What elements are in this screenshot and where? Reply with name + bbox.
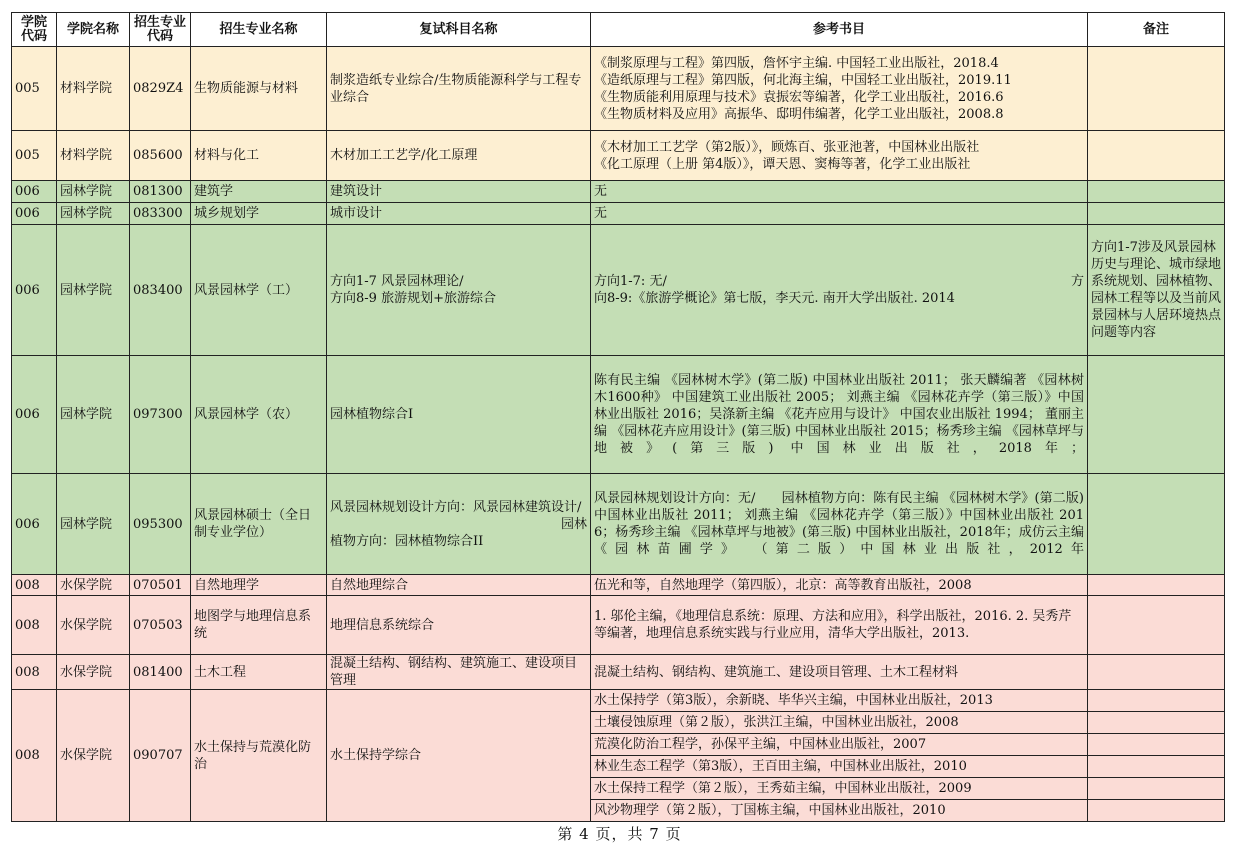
book-line: 《制浆原理与工程》第四版，詹怀宇主编. 中国轻工业出版社，2018.4	[594, 55, 999, 71]
reference-book: 林业生态工程学（第3版），王百田主编，中国林业出版社，2010	[591, 756, 1088, 778]
major-name: 城乡规划学	[191, 203, 327, 225]
major-code: 097300	[130, 356, 191, 474]
exam-subject: 城市设计	[327, 203, 591, 225]
notes	[1088, 800, 1225, 822]
notes	[1088, 756, 1225, 778]
college-name: 园林学院	[57, 203, 130, 225]
reference-books	[591, 131, 1088, 181]
header-reference-books: 参考书目	[591, 13, 1088, 47]
college-code: 005	[12, 47, 57, 131]
table-row	[12, 356, 1225, 474]
exam-line: 风景园林规划设计方向：风景园林建筑设计/	[330, 499, 582, 515]
college-code: 008	[12, 655, 57, 690]
major-name: 风景园林学（农）	[191, 356, 327, 474]
major-code: 081300	[130, 181, 191, 203]
notes	[1088, 181, 1225, 203]
major-name: 生物质能源与材料	[191, 47, 327, 131]
table-row	[12, 131, 1225, 181]
exam-subject: 自然地理综合	[327, 575, 591, 596]
reference-book: 水土保持学（第3版），余新晓、毕华兴主编，中国林业出版社，2013	[591, 690, 1088, 712]
exam-subject: 混凝土结构、钢结构、建筑施工、建设项目管理	[327, 655, 591, 690]
reference-books: 1. 邬伦主编，《地理信息系统：原理、方法和应用》，科学出版社，2016. 2. 吴秀芹等编著，地理信息系统实践与行业应用，清华大学出版社，2013.	[591, 596, 1088, 655]
college-name: 园林学院	[57, 474, 130, 575]
reference-books: 混凝土结构、钢结构、建筑施工、建设项目管理、土木工程材料	[591, 655, 1088, 690]
book-line: 《化工原理（上册 第4版）》，谭天恩、窦梅等著，化学工业出版社	[594, 156, 971, 172]
reference-books: 风景园林规划设计方向：无/ 园林植物方向：陈有民主编 《园林树木学》(第二版) 中国林业出版社 2011； 刘燕主编 《园林花卉学（第三版）》中国林业出版社 2016；杨秀珍主编 《园林草坪与地被》(第三版) 中国林业出版社，2018年；成仿云主编 《园林苗圃学》 （第二版）中国林业出版社，2012年	[591, 474, 1088, 575]
exam-line: 植物方向：园林植物综合II	[330, 533, 484, 549]
notes	[1088, 596, 1225, 655]
book-line-wrap: 方	[1070, 274, 1084, 289]
notes	[1088, 778, 1225, 800]
reference-books: 无	[591, 181, 1088, 203]
college-name: 水保学院	[57, 690, 130, 822]
exam-line-wrap: 园林	[560, 516, 587, 532]
table-row	[12, 181, 1225, 203]
table-row	[12, 474, 1225, 575]
book-line: 向8-9:《旅游学概论》第七版，李天元. 南开大学出版社. 2014	[594, 291, 955, 306]
major-name: 风景园林硕士（全日制专业学位）	[191, 474, 327, 575]
college-code: 006	[12, 474, 57, 575]
college-code: 006	[12, 203, 57, 225]
reference-books	[591, 225, 1088, 356]
major-name: 风景园林学（工）	[191, 225, 327, 356]
college-code: 008	[12, 690, 57, 822]
notes	[1088, 203, 1225, 225]
reference-books: 陈有民主编 《园林树木学》(第二版) 中国林业出版社 2011； 张天麟编著 《园林树木1600种》 中国建筑工业出版社 2005； 刘燕主编 《园林花卉学（第三版）》中国林业出版社 2016；吴涤新主编 《花卉应用与设计》 中国农业出版社 1994； 董丽主编 《园林花卉应用设计》(第三版) 中国林业出版社 2015；杨秀珍主编 《园林草坪与地被》(第三版) 中国林业出版社，2018年；	[591, 356, 1088, 474]
book-line: 《造纸原理与工程》第四版，何北海主编，中国轻工业出版社，2019.11	[594, 72, 1012, 88]
notes	[1088, 690, 1225, 712]
notes	[1088, 474, 1225, 575]
header-college-name: 学院名称	[57, 13, 130, 47]
notes	[1088, 575, 1225, 596]
reference-book: 水土保持工程学（第２版），王秀茹主编，中国林业出版社，2009	[591, 778, 1088, 800]
major-code: 095300	[130, 474, 191, 575]
book-line: 《生物质材料及应用》高振华、邸明伟编著，化学工业出版社，2008.8	[594, 106, 1004, 122]
major-code: 081400	[130, 655, 191, 690]
college-code: 005	[12, 131, 57, 181]
admissions-table	[11, 12, 1225, 822]
major-name: 自然地理学	[191, 575, 327, 596]
notes	[1088, 734, 1225, 756]
major-code: 083400	[130, 225, 191, 356]
college-code: 006	[12, 181, 57, 203]
major-code: 085600	[130, 131, 191, 181]
major-name: 水土保持与荒漠化防治	[191, 690, 327, 822]
exam-subject: 水土保持学综合	[327, 690, 591, 822]
book-line: 《木材加工工艺学（第2版）》，顾炼百、张亚池著，中国林业出版社	[594, 139, 980, 155]
major-name: 建筑学	[191, 181, 327, 203]
college-code: 006	[12, 225, 57, 356]
college-code: 008	[12, 596, 57, 655]
major-code: 070501	[130, 575, 191, 596]
notes	[1088, 47, 1225, 131]
major-name: 材料与化工	[191, 131, 327, 181]
reference-books: 无	[591, 203, 1088, 225]
college-name: 材料学院	[57, 131, 130, 181]
book-line: 《生物质能利用原理与技术》袁振宏等编著，化学工业出版社，2016.6	[594, 89, 1004, 105]
table-row	[12, 690, 1225, 712]
header-notes: 备注	[1088, 13, 1225, 47]
book-line: 方向1-7: 无/	[594, 274, 667, 289]
header-college-code: 学院代码	[12, 13, 57, 47]
major-name: 土木工程	[191, 655, 327, 690]
exam-subject: 制浆造纸专业综合/生物质能源科学与工程专业综合	[327, 47, 591, 131]
college-name: 园林学院	[57, 225, 130, 356]
header-major-name: 招生专业名称	[191, 13, 327, 47]
college-code: 008	[12, 575, 57, 596]
table-row	[12, 596, 1225, 655]
college-name: 园林学院	[57, 181, 130, 203]
reference-book: 荒漠化防治工程学，孙保平主编，中国林业出版社，2007	[591, 734, 1088, 756]
college-name: 园林学院	[57, 356, 130, 474]
table-row	[12, 47, 1225, 131]
college-code: 006	[12, 356, 57, 474]
page-footer: 第 4 页，共 7 页	[557, 825, 682, 843]
major-code: 090707	[130, 690, 191, 822]
table-row	[12, 575, 1225, 596]
reference-book: 土壤侵蚀原理（第２版），张洪江主编，中国林业出版社，2008	[591, 712, 1088, 734]
exam-subject	[327, 474, 591, 575]
notes	[1088, 655, 1225, 690]
reference-book: 风沙物理学（第２版），丁国栋主编，中国林业出版社，2010	[591, 800, 1088, 822]
reference-books: 伍光和等，自然地理学（第四版），北京：高等教育出版社，2008	[591, 575, 1088, 596]
major-code: 0829Z4	[130, 47, 191, 131]
notes: 方向1-7涉及风景园林历史与理论、城市绿地系统规划、园林植物、园林工程等以及当前风景园林与人居环境热点问题等内容	[1088, 225, 1225, 356]
exam-subject: 木材加工工艺学/化工原理	[327, 131, 591, 181]
table-row	[12, 203, 1225, 225]
header-row	[12, 13, 1225, 47]
notes	[1088, 131, 1225, 181]
table-row	[12, 225, 1225, 356]
major-code: 083300	[130, 203, 191, 225]
exam-subject: 园林植物综合I	[327, 356, 591, 474]
exam-subject: 建筑设计	[327, 181, 591, 203]
notes	[1088, 712, 1225, 734]
exam-subject: 地理信息系统综合	[327, 596, 591, 655]
major-name: 地图学与地理信息系统	[191, 596, 327, 655]
college-name: 材料学院	[57, 47, 130, 131]
college-name: 水保学院	[57, 575, 130, 596]
table-row	[12, 655, 1225, 690]
header-exam-subject: 复试科目名称	[327, 13, 591, 47]
college-name: 水保学院	[57, 655, 130, 690]
notes	[1088, 356, 1225, 474]
reference-books	[591, 47, 1088, 131]
header-major-code: 招生专业代码	[130, 13, 191, 47]
college-name: 水保学院	[57, 596, 130, 655]
exam-subject: 方向1-7 风景园林理论/ 方向8-9 旅游规划+旅游综合	[327, 225, 591, 356]
major-code: 070503	[130, 596, 191, 655]
